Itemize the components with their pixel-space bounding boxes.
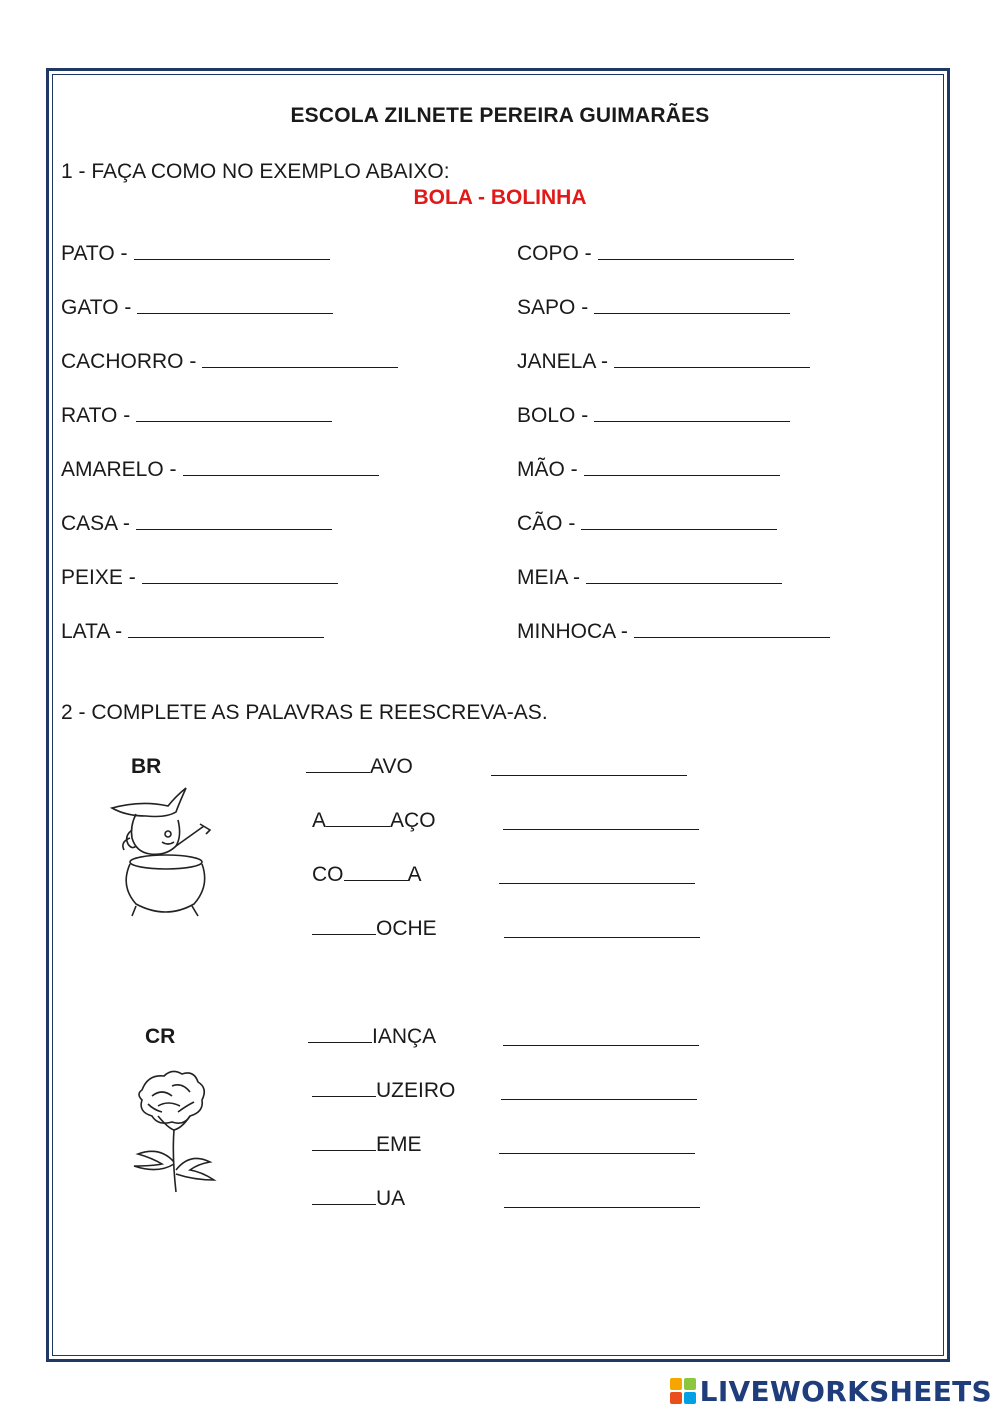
question-2-instruction: 2 - COMPLETE AS PALAVRAS E REESCREVA-AS. [61,701,548,724]
q1-word-label: LATA - [61,620,123,643]
answer-blank[interactable] [614,349,810,368]
q1-word-label: CACHORRO - [61,350,197,373]
q1-word-label: PEIXE - [61,566,136,589]
missing-letters-blank[interactable] [308,1024,372,1043]
brand-name: LIVEWORKSHEETS [699,1374,992,1408]
fill-in-word [308,1024,436,1049]
q1-right-item [517,619,830,644]
answer-blank[interactable] [136,511,332,530]
answer-blank[interactable] [594,295,790,314]
answer-blank[interactable] [584,457,780,476]
q1-word-label: AMARELO - [61,458,177,481]
fill-in-word [312,1132,422,1157]
fill-in-word [312,1186,405,1211]
word-end: EME [376,1133,422,1156]
rewrite-answer-line[interactable] [504,1206,700,1208]
answer-blank[interactable] [634,619,830,638]
q1-word-label: COPO - [517,242,592,265]
fill-in-word [312,916,437,941]
q1-word-label: PATO - [61,242,128,265]
q1-word-label: MINHOCA - [517,620,628,643]
rewrite-answer-line[interactable] [503,1044,699,1046]
q1-left-item [61,241,330,266]
word-end: AÇO [390,809,436,832]
q1-right-item [517,403,790,428]
rewrite-answer-line[interactable] [503,828,699,830]
missing-letters-blank[interactable] [344,862,408,881]
missing-letters-blank[interactable] [312,1132,376,1151]
answer-blank[interactable] [586,565,782,584]
missing-letters-blank[interactable] [312,916,376,935]
missing-letters-blank[interactable] [312,1078,376,1097]
q1-word-label: CASA - [61,512,130,535]
q1-word-label: MEIA - [517,566,581,589]
answer-blank[interactable] [142,565,338,584]
q1-right-item [517,457,780,482]
q1-left-item [61,511,332,536]
fill-in-word [312,862,422,887]
q1-right-item [517,349,810,374]
carnation-flower-icon [128,1066,220,1196]
word-end: AVO [370,755,413,778]
group-label-cr: CR [145,1025,176,1048]
liveworksheets-brand [670,1375,992,1407]
answer-blank[interactable] [134,241,330,260]
answer-blank[interactable] [128,619,324,638]
rewrite-answer-line[interactable] [499,882,695,884]
fill-in-word [312,1078,455,1103]
q1-right-item [517,241,794,266]
word-end: UZEIRO [376,1079,456,1102]
answer-blank[interactable] [598,241,794,260]
q1-word-label: RATO - [61,404,131,427]
q1-word-label: SAPO - [517,296,589,319]
q1-word-label: BOLO - [517,404,589,427]
word-end: IANÇA [372,1025,437,1048]
q1-word-label: MÃO - [517,458,578,481]
word-start: A [312,809,327,832]
q1-word-label: JANELA - [517,350,609,373]
missing-letters-blank[interactable] [306,754,370,773]
group-label-br: BR [131,755,162,778]
word-start: CO [312,863,344,886]
q1-left-item [61,457,379,482]
example-word: BOLA - BOLINHA [413,186,587,209]
fill-in-word [306,754,413,779]
answer-blank[interactable] [202,349,398,368]
q1-left-item [61,349,398,374]
missing-letters-blank[interactable] [312,1186,376,1205]
q1-left-item [61,295,333,320]
q1-word-label: GATO - [61,296,132,319]
answer-blank[interactable] [594,403,790,422]
rewrite-answer-line[interactable] [501,1098,697,1100]
word-end: A [407,863,422,886]
q1-right-item [517,565,782,590]
q1-right-item [517,511,777,536]
q1-right-item [517,295,790,320]
liveworksheets-logo-icon [670,1378,696,1404]
answer-blank[interactable] [581,511,777,530]
q1-left-item [61,403,332,428]
rewrite-answer-line[interactable] [491,774,687,776]
school-title: ESCOLA ZILNETE PEREIRA GUIMARÃES [290,104,710,127]
q1-left-item [61,565,338,590]
rewrite-answer-line[interactable] [504,936,700,938]
q1-word-label: CÃO - [517,512,576,535]
fill-in-word [312,808,436,833]
word-end: OCHE [376,917,437,940]
question-1-instruction: 1 - FAÇA COMO NO EXEMPLO ABAIXO: [61,160,450,183]
answer-blank[interactable] [137,295,333,314]
answer-blank[interactable] [183,457,379,476]
answer-blank[interactable] [136,403,332,422]
rewrite-answer-line[interactable] [499,1152,695,1154]
missing-letters-blank[interactable] [326,808,390,827]
word-end: UA [376,1187,406,1210]
q1-left-item [61,619,324,644]
witch-cauldron-icon [106,786,226,920]
